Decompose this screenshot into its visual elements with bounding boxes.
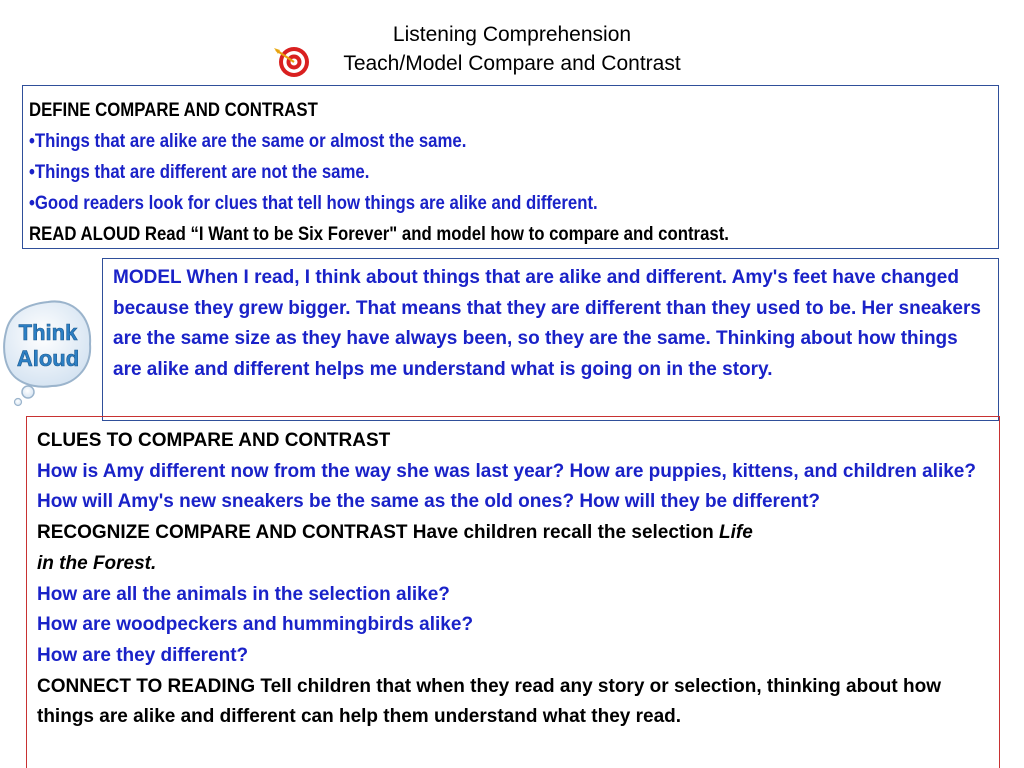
clues-box	[26, 416, 1000, 768]
selection-title-part-1: Life	[719, 522, 753, 544]
bullet-alike: •Things that are alike are the same or almost the same.	[29, 130, 467, 152]
target-icon	[272, 44, 310, 80]
bullet-clues: •Good readers look for clues that tell how things are alike and different.	[29, 192, 598, 214]
bullet-different: •Things that are different are not the same.	[29, 161, 370, 183]
clue-questions: How is Amy different now from the way she was last year? How are puppies, kittens, and children alike? How will Amy's new sneakers be the same as the old ones? How will they be different?	[37, 460, 976, 513]
question-animals-alike: How are all the animals in the selection alike?	[37, 583, 450, 605]
define-box	[22, 85, 999, 249]
model-box	[102, 258, 999, 421]
selection-title-part-2: in the Forest.	[37, 552, 157, 574]
recognize-text: RECOGNIZE COMPARE AND CONTRAST Have children recall the selection	[37, 522, 720, 544]
define-heading: DEFINE COMPARE AND CONTRAST	[29, 99, 318, 121]
clues-heading: CLUES TO COMPARE AND CONTRAST	[37, 430, 391, 451]
recognize-paragraph	[37, 518, 989, 549]
model-text: MODEL When I read, I think about things that are alike and different. Amy's feet have changed because they grew bigger. That means that they are different than they used to be. Her sneakers are the same size as they have always been, so they are the same. Thinking about how things are alike and different helps me understand what is going on in the story.	[113, 267, 981, 380]
question-different: How are they different?	[37, 644, 249, 666]
think-badge-line-1: Think	[18, 320, 78, 345]
think-badge-line-2: Aloud	[16, 346, 80, 371]
slide-title	[0, 20, 1024, 78]
think-aloud-bubble-icon	[2, 296, 94, 408]
question-birds-alike: How are woodpeckers and hummingbirds alike?	[37, 614, 474, 636]
title-line-2: Teach/Model Compare and Contrast	[343, 52, 681, 75]
read-aloud-text: Read “I Want to be Six Forever" and model how to compare and contrast.	[144, 223, 729, 245]
title-line-1: Listening Comprehension	[392, 23, 632, 46]
read-aloud-label: READ ALOUD	[29, 223, 141, 245]
connect-text: CONNECT TO READING Tell children that when they read any story or selection, thinking about how things are alike and different can help them understand what they read.	[37, 675, 942, 728]
